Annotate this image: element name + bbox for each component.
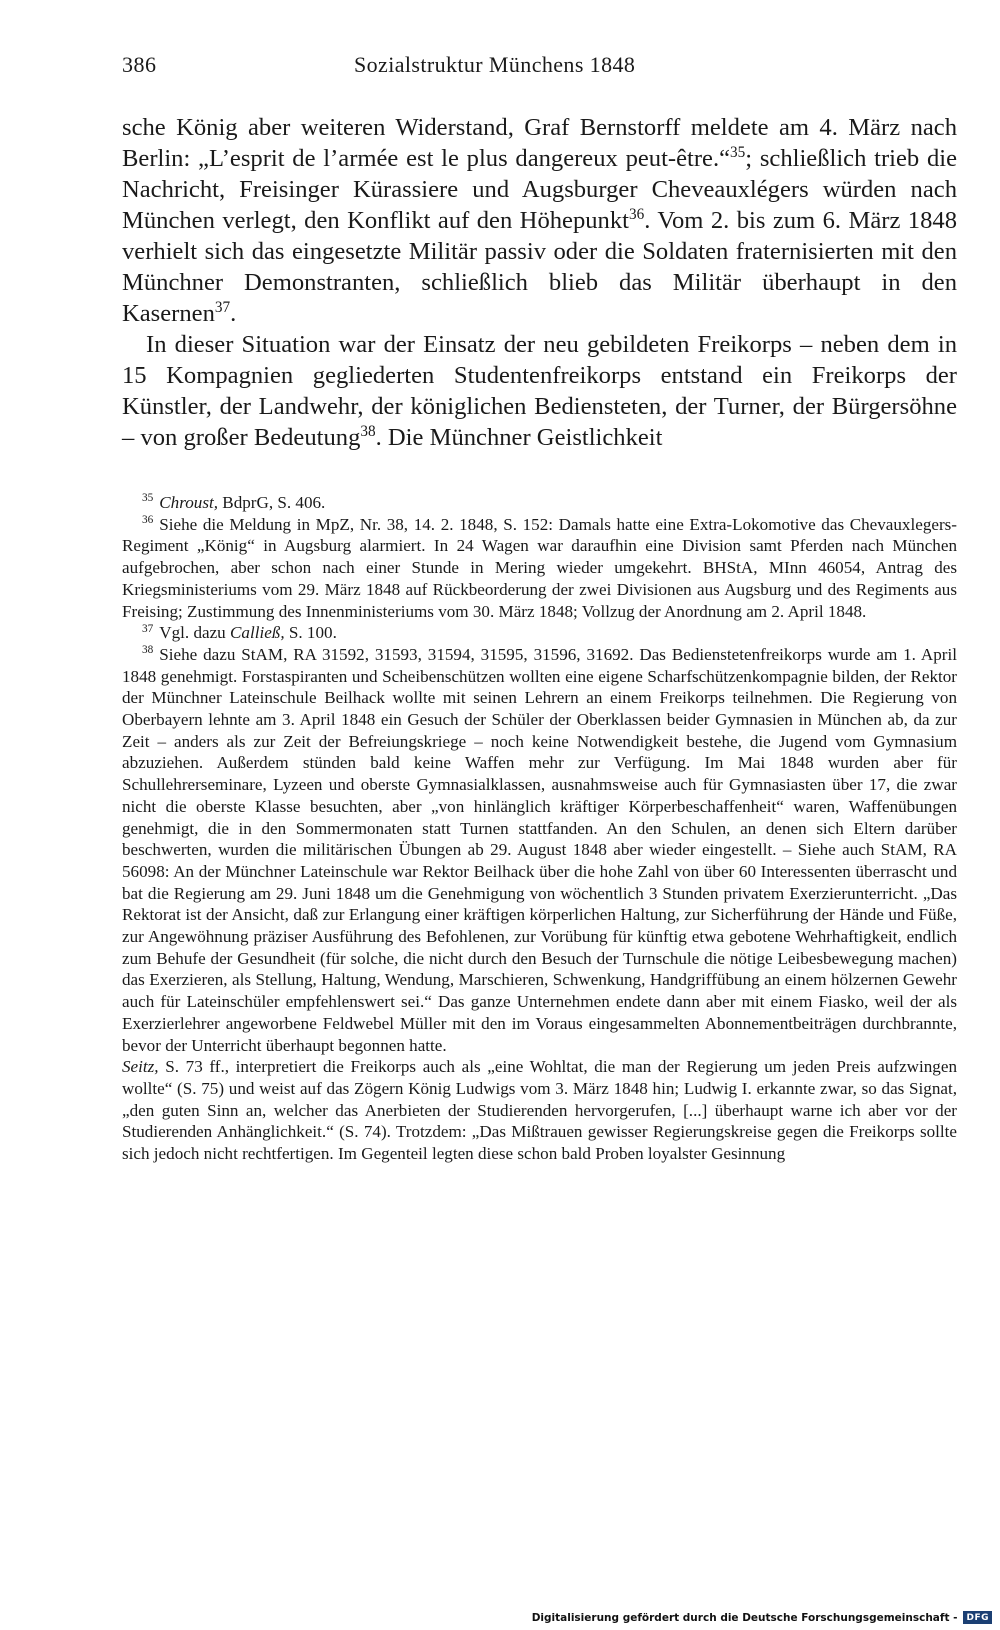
book-page [122,52,957,1165]
footnote-text: Vgl. dazu [159,623,230,643]
footnote-38 [122,644,957,1056]
running-head [122,52,957,86]
text-segment: In dieser Situation war der Einsatz der neu gebildeten Freikorps – neben dem in 15 Kompagnien gegliederten Studentenfreikorps entstand ein Freikorps der Künstler, der Landwehr, der königlichen Bediensteten, der Turner, der Bürgersöhne – von großer Bedeutung [122,331,957,451]
footnote-author: Calließ, [230,623,285,643]
footnote-text: BdprG, S. 406. [218,493,326,512]
text-segment: ; schließlich trieb die Nachricht, Freisinger Kürassiere und Augsburger Cheveauxlégers würden nach München verlegt, den Konflikt auf den Höhepunkt [122,145,958,234]
footnote-ref[interactable]: 35 [730,143,746,161]
running-title: Sozialstruktur Münchens 1848 [354,52,636,77]
text-segment: . Die Münchner Geistlichkeit [375,424,663,451]
footnote-37 [122,622,957,644]
footnote-number: 35 [142,492,154,505]
footnote-36 [122,514,957,623]
text-segment: sche König aber weiteren Widerstand, Graf Bernstorff meldete am 4. März nach Berlin: „L’esprit de l’armée est le plus dangereux peut-être.“ [122,114,957,172]
footnote-text: S. 73 ff., interpretiert die Freikorps auch als „eine Wohltat, die man der Regierung um jeden Preis aufzwingen wollte“ (S. 75) und weist auf das Zögern König Ludwigs vom 3. März 1848 hin; Ludwig I. erkannte zwar, so das Signat, „den guten Sinn an, welcher das Anerbieten der Studierenden hervorgerufen, [...] überhaupt warne ich aber vor der Studierenden Anhänglichkeit.“ (S. 74). Trotzdem: „Das Mißtrauen gewisser Regierungskreise gegen die Freikorps sollte sich jedoch nicht rechtfertigen. Im Gegenteil legten diese schon bald Proben loyalster Gesinnung [122,1057,957,1164]
main-text [122,112,957,453]
footnote-ref[interactable]: 38 [360,422,376,440]
paragraph-2 [122,329,957,453]
footnotes [122,492,957,1165]
credit-text: Digitalisierung gefördert durch die Deutsche Forschungsgemeinschaft - [531,1611,958,1624]
digitization-credit [532,1611,992,1624]
footnote-38-continued [122,1056,957,1165]
text-segment: . [230,300,237,327]
footnote-number: 37 [142,622,154,635]
footnote-35 [122,492,957,514]
text-segment: . Vom 2. bis zum 6. März 1848 verhielt sich das eingesetzte Militär passiv oder die Soldaten fraternisierten mit den Münchner Demonstranten, schließlich blieb das Militär überhaupt in den Kasernen [122,207,957,327]
footnote-number: 38 [142,644,154,657]
page-number: 386 [122,52,157,77]
footnote-text: Siehe dazu StAM, RA 31592, 31593, 31594, 31595, 31596, 31692. Das Bedienstetenfreikorps wurde am 1. April 1848 genehmigt. Forstaspiranten und Scheibenschützen wollten eine eigene Scharfschützenkompagnie bilden, der Rektor der Münchner Lateinschule Beilhack wollte mit seinen Lehrern an einem Freikorps teilnehmen. Die Regierung von Oberbayern lehnte am 3. April 1848 ein Gesuch der Schüler der Oberklassen beider Gymnasien in München ab, da zur Zeit – anders als zur Zeit der Befreiungskriege – noch keine Notwendigkeit bestehe, die Jugend vom Gymnasium abzuziehen. Außerdem stünden bald keine Waffen mehr zur Verfügung. Im Mai 1848 wurden aber für Schullehrerseminare, Lyzeen und oberste Gymnasialklassen, ausnahmsweise auch für Gymnasiasten über 17, die zwar nicht die oberste Klasse besuchten, aber „von hinlänglich kräftiger Körperbeschaffenheit“ waren, Waffenübungen genehmigt, die in den Sommermonaten statt Turnen stattfanden. An den Schulen, an denen sich Eltern darüber beschwerten, wurden die militärischen Übungen ab 29. August 1848 aber wieder eingestellt. – Siehe auch StAM, RA 56098: An der Münchner Lateinschule war Rektor Beilhack über die hohe Zahl von über 60 Interessenten überrascht und bat die Regierung am 29. Juni 1848 um die Genehmigung von wöchentlich 3 Stunden privatem Exerzierunterricht. „Das Rektorat ist der Ansicht, daß zur Erlangung einer kräftigen körperlichen Haltung, zur Sicherführung der Hände und Füße, zur Angewöhnung präziser Ausführung des Befohlenen, zur Vorübung für künftig etwa gebotene Wehrhaftigkeit, endlich zum Behufe der Gesundheit (für solche, die nicht durch den Besuch der Turnschule die nötige Leibesbewegung machen) das Exerzieren, als Stellung, Haltung, Wendung, Marschieren, Schwenkung, Handgriffübung an einem hölzernen Gewehr auch für Lateinschüler empfehlenswert sei.“ Das ganze Unternehmen endete dann aber mit einem Fiasko, weil der als Exerzierlehrer angeworbene Feldwebel Müller mit den im Voraus eingesammelten Abonnementbeiträgen durchbrannte, bevor der Unterricht überhaupt begonnen hatte. [122,644,957,1055]
footnote-ref[interactable]: 37 [214,298,231,316]
footnote-ref[interactable]: 36 [628,205,645,223]
footnote-number: 36 [142,514,154,527]
footnote-text: S. 100. [284,623,337,643]
footnote-text: Siehe die Meldung in MpZ, Nr. 38, 14. 2. 1848, S. 152: Damals hatte eine Extra-Lokomotive das Chevauxlegers-Regiment „König“ in Augsburg alarmiert. In 24 Wagen war daraufhin eine Division samt Pferden nach München aufgebrochen, aber schon nach einer Stunde in Mering wieder umgekehrt. BHStA, MInn 46054, Antrag des Kriegsministeriums vom 29. März 1848 auf Rückbeorderung der zwei Divisionen aus Augsburg und des Regiments aus Freising; Zustimmung des Innenministeriums vom 30. März 1848; Vollzug der Anordnung am 2. April 1848. [122,514,957,621]
footnote-author: Chroust, [159,493,219,512]
paragraph-1 [122,112,957,329]
dfg-logo-icon: DFG [963,1611,992,1624]
footnote-author: Seitz, [122,1057,159,1077]
